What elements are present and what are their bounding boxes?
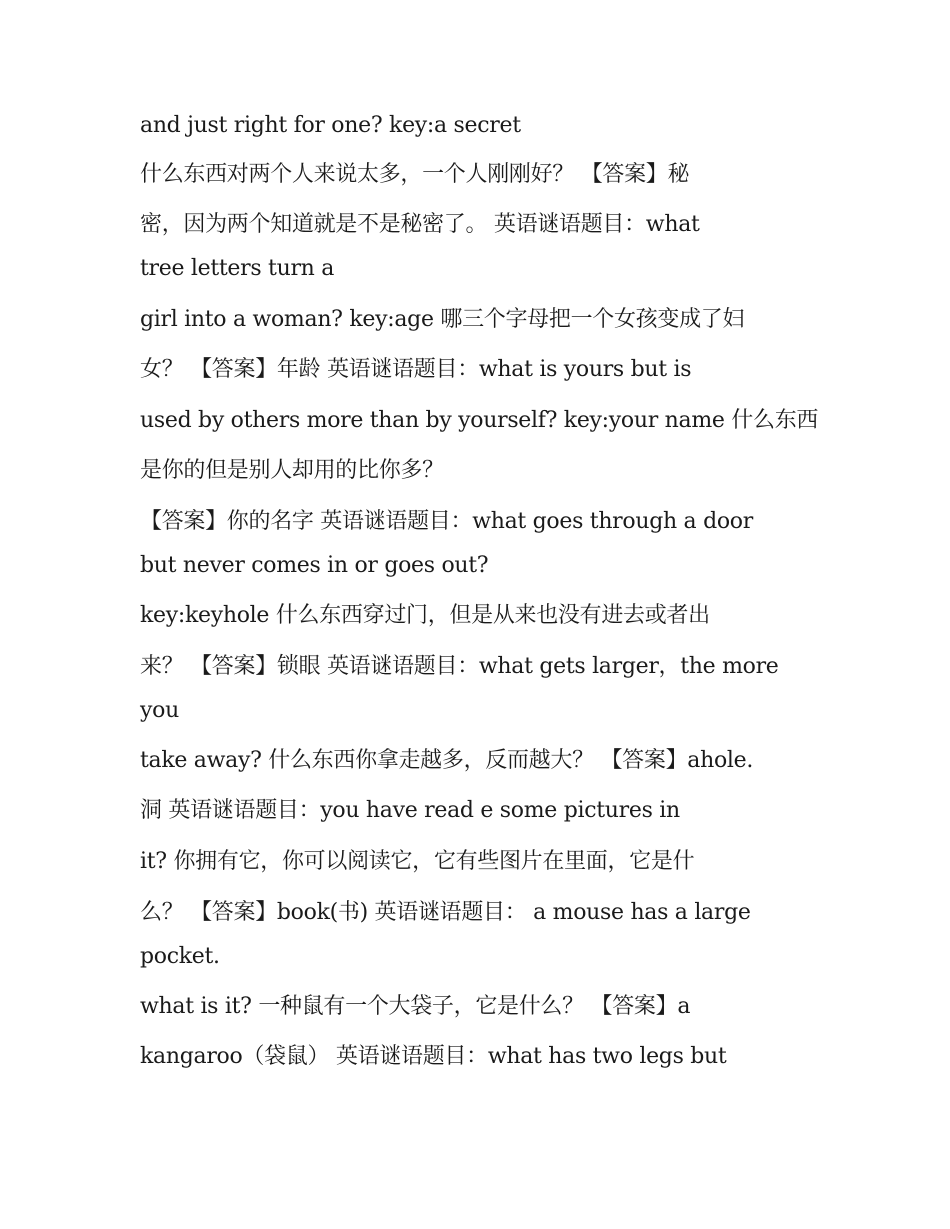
text-line: 洞 英语谜语题目：you have read e some pictures in — [140, 798, 680, 823]
text-line: but never comes in or goes out? — [140, 553, 489, 578]
text-line: 密，因为两个知道就是不是秘密了。 英语谜语题目：what — [140, 212, 700, 237]
text-line: 什么东西对两个人来说太多，一个人刚刚好？ 【答案】秘 — [140, 162, 690, 187]
text-line: girl into a woman? key:age 哪三个字母把一个女孩变成了妇 — [140, 307, 745, 332]
text-line: it? 你拥有它，你可以阅读它，它有些图片在里面，它是什 — [140, 849, 695, 874]
text-line: 女？ 【答案】年龄 英语谜语题目：what is yours but is — [140, 357, 692, 382]
text-line: tree letters turn a — [140, 256, 335, 281]
text-line: pocket. — [140, 944, 220, 969]
text-line: you — [140, 698, 179, 723]
text-line: take away? 什么东西你拿走越多，反而越大？ 【答案】ahole. — [140, 748, 754, 773]
text-line: kangaroo（袋鼠） 英语谜语题目：what has two legs but — [140, 1044, 727, 1069]
text-line: 么？ 【答案】book(书) 英语谜语题目： a mouse has a large — [140, 900, 751, 925]
text-line: 是你的但是别人却用的比你多？ — [140, 458, 444, 483]
text-line: key:keyhole 什么东西穿过门，但是从来也没有进去或者出 — [140, 603, 710, 628]
text-line: used by others more than by yourself? key:your name 什么东西 — [140, 408, 819, 433]
text-line: and just right for one? key:a secret — [140, 113, 521, 138]
text-line: 来？ 【答案】锁眼 英语谜语题目：what gets larger，the more — [140, 654, 779, 679]
text-line: 【答案】你的名字 英语谜语题目：what goes through a door — [140, 509, 753, 534]
text-line: what is it? 一种鼠有一个大袋子，它是什么？ 【答案】a — [140, 994, 691, 1019]
